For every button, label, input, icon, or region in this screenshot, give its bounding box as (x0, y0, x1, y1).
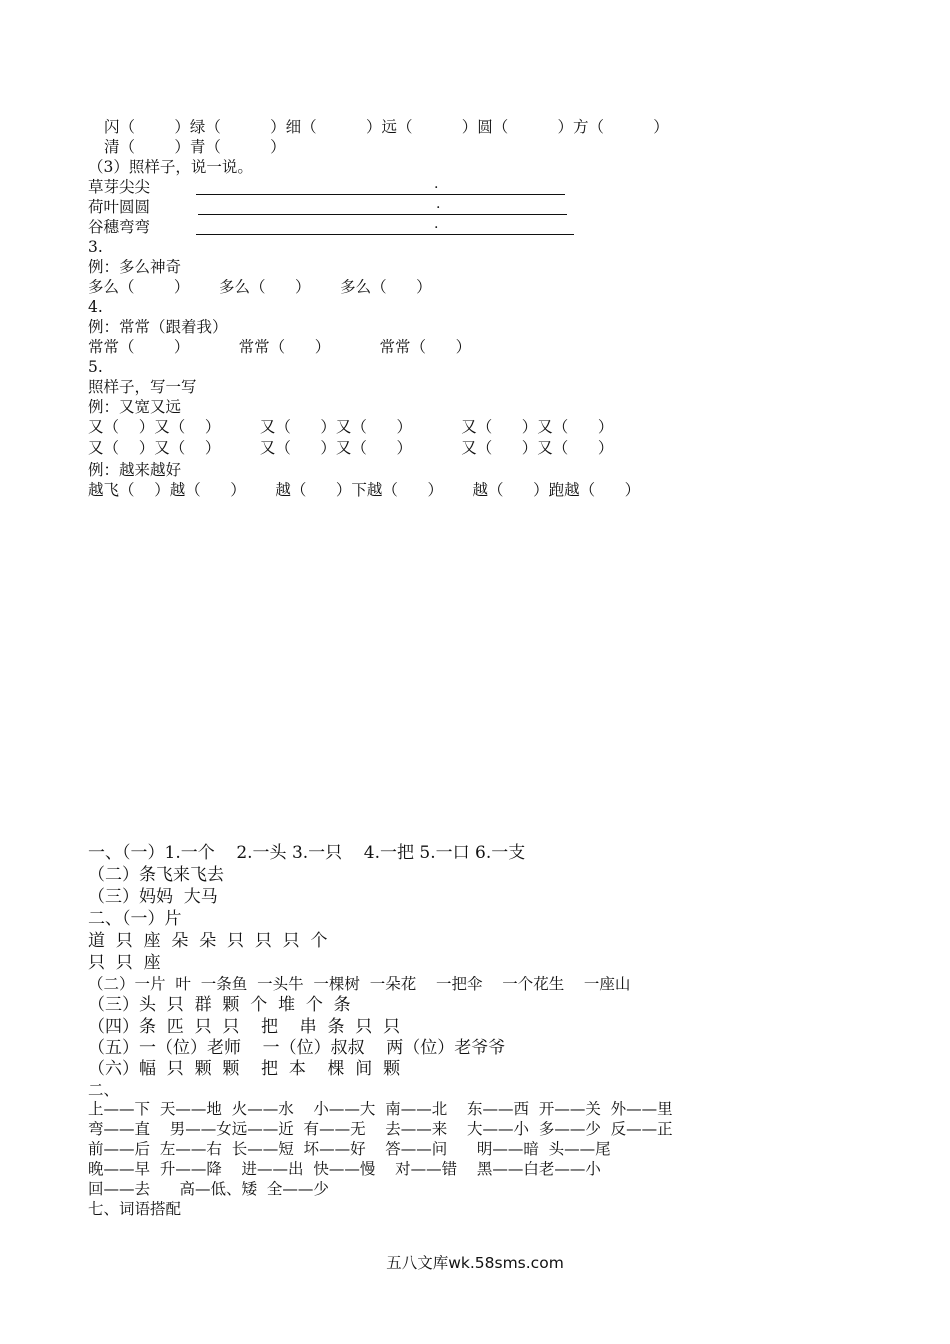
q5-example-2: 例：越来越好 (88, 461, 182, 479)
answer-blank-line[interactable] (196, 234, 574, 235)
answer-line: 二、 (88, 1081, 120, 1099)
footer-watermark: 五八文库wk.58sms.com (386, 1254, 564, 1272)
answer-line: 道 只 座 朵 朵 只 只 只 个 (88, 931, 328, 951)
answer-line: （二）一片 叶 一条鱼 一头牛 一棵树 一朵花 一把伞 一个花生 一座山 (88, 975, 631, 993)
fill-row-1: 闪（ ）绿（ ）细（ ）远（ ）圆（ ）方（ ） (104, 118, 669, 136)
q3-item-3: 谷穗弯弯 (88, 218, 151, 236)
answer-line: 一、（一）1.一个 2.一头 3.一只 4.一把 5.一口 6.一支 (88, 843, 526, 863)
q3-number: 3. (88, 238, 103, 256)
q5-number: 5. (88, 358, 103, 376)
answer-line: 只 只 座 (88, 953, 161, 973)
answer-line: 二、（一）片 (88, 909, 182, 929)
q4-number: 4. (88, 298, 103, 316)
answer-line: （三）妈妈 大马 (88, 887, 218, 907)
answer-line: （六）幅 只 颗 颗 把 本 棵 间 颗 (88, 1059, 401, 1079)
answer-blank-line[interactable] (198, 214, 567, 215)
q5-row-3: 越飞（ ）越（ ） 越（ ）下越（ ） 越（ ）跑越（ ） (88, 481, 641, 499)
answer-line: （五）一（位）老师 一（位）叔叔 两（位）老爷爷 (88, 1038, 506, 1058)
answer-line: 回——去 高—低、矮 全——少 (88, 1180, 329, 1198)
answer-line: 上——下 天——地 火——水 小——大 南——北 东——西 开——关 外——里 (88, 1100, 673, 1118)
answer-line: （三）头 只 群 颗 个 堆 个 条 (88, 995, 351, 1015)
q3-item-2: 荷叶圆圆 (88, 198, 151, 216)
q3-title: （3）照样子，说一说。 (88, 158, 253, 176)
q5-title: 照样子，写一写 (88, 378, 197, 396)
answer-line: （四）条 匹 只 只 把 串 条 只 只 (88, 1017, 401, 1037)
answer-line: 七、词语搭配 (88, 1200, 182, 1218)
q4-fill: 常常（ ） 常常（ ） 常常（ ） (88, 338, 472, 356)
q4-example: 例：常常（跟着我） (88, 318, 228, 336)
q3-item-1: 草芽尖尖 (88, 178, 151, 196)
blank-dot: . (434, 176, 439, 192)
answer-line: 晚——早 升——降 进——出 快——慢 对——错 黑——白老——小 (88, 1160, 601, 1178)
fill-row-2: 清（ ）青（ ） (104, 138, 286, 156)
q5-example-1: 例：又宽又远 (88, 398, 182, 416)
q5-row-2: 又（ ）又（ ） 又（ ）又（ ） 又（ ）又（ ） (88, 439, 614, 457)
answer-line: （二）条飞来飞去 (88, 865, 224, 885)
q3-example: 例：多么神奇 (88, 258, 182, 276)
answer-blank-line[interactable] (196, 194, 565, 195)
blank-dot: . (434, 216, 439, 232)
answer-line: 前——后 左——右 长——短 坏——好 答——问 明——暗 头——尾 (88, 1140, 611, 1158)
q5-row-1: 又（ ）又（ ） 又（ ）又（ ） 又（ ）又（ ） (88, 418, 614, 436)
answer-line: 弯——直 男——女远——近 有——无 去——来 大——小 多——少 反——正 (88, 1120, 673, 1138)
blank-dot: . (436, 196, 441, 212)
q3-fill: 多么（ ） 多么（ ） 多么（ ） (88, 278, 432, 296)
